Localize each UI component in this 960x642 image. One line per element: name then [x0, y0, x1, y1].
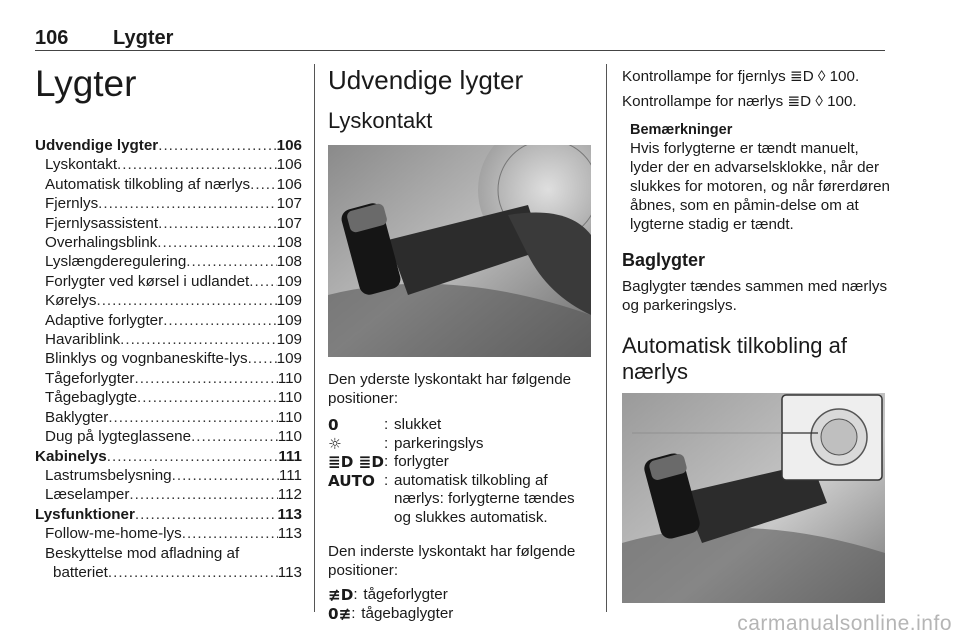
position-symbol: 0≢	[328, 604, 352, 623]
toc-leader	[134, 369, 277, 388]
toc-entry-label: Kabinelys	[35, 447, 107, 465]
toc-entry-label: Tågebaglygte	[45, 389, 138, 407]
toc-entry[interactable]	[35, 175, 302, 194]
toc-entry-page: 109	[276, 331, 302, 349]
toc-leader	[108, 563, 278, 582]
toc-entry-label: Fjernlysassistent	[45, 214, 159, 232]
toc-entry-page: 106	[276, 156, 302, 174]
toc-entry-label: Dug på lygteglassene	[45, 428, 192, 446]
position-separator: :	[353, 586, 358, 603]
toc-entry[interactable]	[35, 155, 302, 174]
toc-leader	[158, 214, 277, 233]
toc-leader	[129, 485, 277, 504]
position-description: forlygter	[394, 453, 449, 470]
right-column	[622, 62, 890, 603]
section-column	[328, 62, 593, 623]
switch-position	[328, 472, 593, 528]
column-divider	[606, 64, 607, 612]
switch-position	[328, 416, 593, 435]
toc-entry-page: 106	[276, 137, 302, 154]
toc-entry[interactable]	[35, 544, 302, 563]
toc-leader	[250, 175, 277, 194]
toc-entry-page: 113	[277, 525, 302, 543]
position-description: parkeringslys	[394, 434, 484, 452]
toc-leader	[120, 330, 277, 349]
switch-position	[328, 586, 593, 605]
toc-entry-page: 111	[278, 466, 302, 484]
toc-entry-label: Lysfunktioner	[35, 505, 135, 523]
light-switch-photo	[328, 145, 591, 357]
toc-leader	[163, 311, 276, 330]
toc-entry-page: 109	[276, 311, 302, 329]
rear-lights-heading: Baglygter	[622, 250, 706, 270]
toc-entry-page: 113	[277, 505, 302, 523]
switch-position	[328, 605, 593, 624]
switch-position	[328, 435, 593, 454]
position-separator: :	[351, 604, 356, 622]
toc-entry-label: Overhalingsblink	[45, 234, 158, 252]
toc-entry[interactable]	[35, 427, 302, 446]
toc-entry-page: 110	[277, 428, 302, 446]
toc-entry-page: 108	[276, 253, 302, 271]
position-separator: :	[384, 471, 389, 489]
watermark: carmanualsonline.info	[737, 612, 952, 635]
toc-entry-page: 107	[276, 214, 302, 232]
toc-entry-page: 110	[277, 369, 302, 387]
toc-entry[interactable]	[35, 524, 302, 543]
toc-entry-page: 113	[277, 563, 302, 581]
chapter-title: Lygter	[35, 63, 137, 104]
toc-leader	[157, 233, 276, 252]
toc-entry[interactable]	[35, 136, 302, 155]
position-description: tågebaglygter	[361, 604, 454, 622]
toc-entry-label: Follow-me-home-lys	[45, 525, 182, 543]
toc-leader	[249, 272, 276, 291]
toc-entry-label: Læselamper	[45, 486, 130, 504]
toc-leader	[191, 427, 278, 446]
page-number: 106	[35, 27, 69, 49]
toc-entry-label: Blinklys og vognbaneskifte-lys	[45, 350, 248, 368]
toc-entry[interactable]	[35, 194, 302, 213]
toc-entry-page: 110	[277, 408, 302, 426]
toc-leader	[172, 466, 279, 485]
position-description: slukket	[394, 416, 442, 433]
position-symbol: ☼	[328, 434, 342, 453]
note-body: Hvis forlygterne er tændt manuelt, lyder der en advarselsklokke, når der slukkes for motoren, og når førerdøren åbnes, som en påmin-delse om at lygterne stadig er tændt.	[630, 140, 890, 233]
toc-entry-page: 109	[276, 292, 302, 310]
note-box	[622, 121, 890, 234]
toc-entry[interactable]	[35, 388, 302, 407]
toc-column	[35, 62, 302, 582]
toc-leader	[117, 155, 277, 174]
toc-leader	[107, 447, 279, 466]
position-separator: :	[384, 453, 389, 470]
toc-leader	[135, 505, 278, 524]
inner-positions	[328, 586, 593, 623]
position-description: automatisk tilkobling af nærlys: forlygterne tændes og slukkes automatisk.	[394, 471, 575, 526]
low-beam-indicator-text: Kontrollampe for nærlys ≣D ◊ 100.	[622, 92, 857, 110]
toc-leader	[248, 349, 277, 368]
toc-entry-label: Lastrumsbelysning	[45, 466, 172, 484]
toc-entry[interactable]	[35, 466, 302, 485]
toc-entry[interactable]	[35, 485, 302, 504]
switch-position	[328, 453, 593, 472]
position-separator: :	[384, 416, 389, 433]
toc-list	[35, 136, 302, 582]
toc-entry[interactable]	[35, 563, 302, 582]
toc-entry-label: Fjernlys	[45, 195, 99, 213]
section-subtitle: Lyskontakt	[328, 108, 433, 133]
position-description: tågeforlygter	[363, 586, 448, 603]
toc-entry[interactable]	[35, 311, 302, 330]
toc-entry-label: Automatisk tilkobling af nærlys	[45, 175, 251, 193]
toc-entry[interactable]	[35, 408, 302, 427]
toc-leader	[158, 136, 276, 155]
toc-leader	[96, 291, 276, 310]
toc-entry[interactable]	[35, 369, 302, 388]
rear-lights-text: Baglygter tændes sammen med nærlys og parkeringslys.	[622, 278, 888, 314]
column-divider	[314, 64, 315, 612]
toc-entry-label: Lyslængderegulering	[45, 253, 187, 271]
position-symbol: ≢D	[328, 586, 354, 604]
toc-leader	[98, 194, 276, 213]
toc-entry-page: 108	[276, 234, 302, 252]
inner-switch-intro: Den inderste lyskontakt har følgende positioner:	[328, 543, 576, 579]
toc-entry[interactable]	[35, 214, 302, 233]
section-title: Udvendige lygter	[328, 65, 524, 95]
toc-entry-page: 111	[278, 447, 302, 465]
toc-entry-label: Tågeforlygter	[45, 369, 135, 387]
toc-entry[interactable]	[35, 330, 302, 349]
toc-entry[interactable]	[35, 349, 302, 368]
toc-leader	[182, 524, 278, 543]
toc-entry[interactable]	[35, 272, 302, 291]
toc-entry-label: Beskyttelse mod afladning af	[45, 544, 240, 562]
toc-leader	[137, 388, 278, 407]
outer-positions	[328, 416, 593, 527]
toc-entry-page: 106	[276, 175, 302, 193]
toc-entry[interactable]	[35, 505, 302, 524]
position-symbol: AUTO	[328, 471, 375, 490]
auto-light-switch-photo	[622, 393, 885, 603]
header-rule	[35, 50, 885, 51]
toc-entry-page: 109	[276, 350, 302, 368]
toc-entry-page: 112	[277, 486, 302, 504]
toc-entry-page: 110	[277, 389, 302, 407]
toc-entry-label: Forlygter ved kørsel i udlandet	[45, 272, 250, 290]
position-symbol: ≣D ≣D	[328, 453, 384, 471]
toc-entry-label: Havariblink	[45, 331, 121, 349]
toc-entry[interactable]	[35, 291, 302, 310]
toc-leader	[108, 408, 277, 427]
auto-lights-heading: Automatisk tilkobling af nærlys	[622, 333, 847, 384]
toc-entry-label: Kørelys	[45, 292, 97, 310]
toc-entry-page: 109	[276, 272, 302, 290]
toc-entry-label: batteriet	[53, 563, 108, 581]
toc-entry-label: Adaptive forlygter	[45, 311, 164, 329]
toc-leader	[186, 252, 276, 271]
outer-switch-intro: Den yderste lyskontakt har følgende positioner:	[328, 371, 572, 407]
toc-entry-page: 107	[276, 195, 302, 213]
toc-entry[interactable]	[35, 447, 302, 466]
toc-entry-label: Lyskontakt	[45, 156, 118, 174]
toc-entry[interactable]	[35, 252, 302, 271]
toc-entry-label: Baklygter	[45, 408, 109, 426]
position-symbol: 0	[328, 416, 339, 434]
high-beam-indicator-text: Kontrollampe for fjernlys ≣D ◊ 100.	[622, 68, 860, 85]
note-title: Bemærkninger	[630, 122, 733, 138]
toc-entry[interactable]	[35, 233, 302, 252]
page-header-title: Lygter	[113, 27, 174, 49]
position-separator: :	[384, 434, 389, 452]
toc-entry-label: Udvendige lygter	[35, 137, 159, 154]
